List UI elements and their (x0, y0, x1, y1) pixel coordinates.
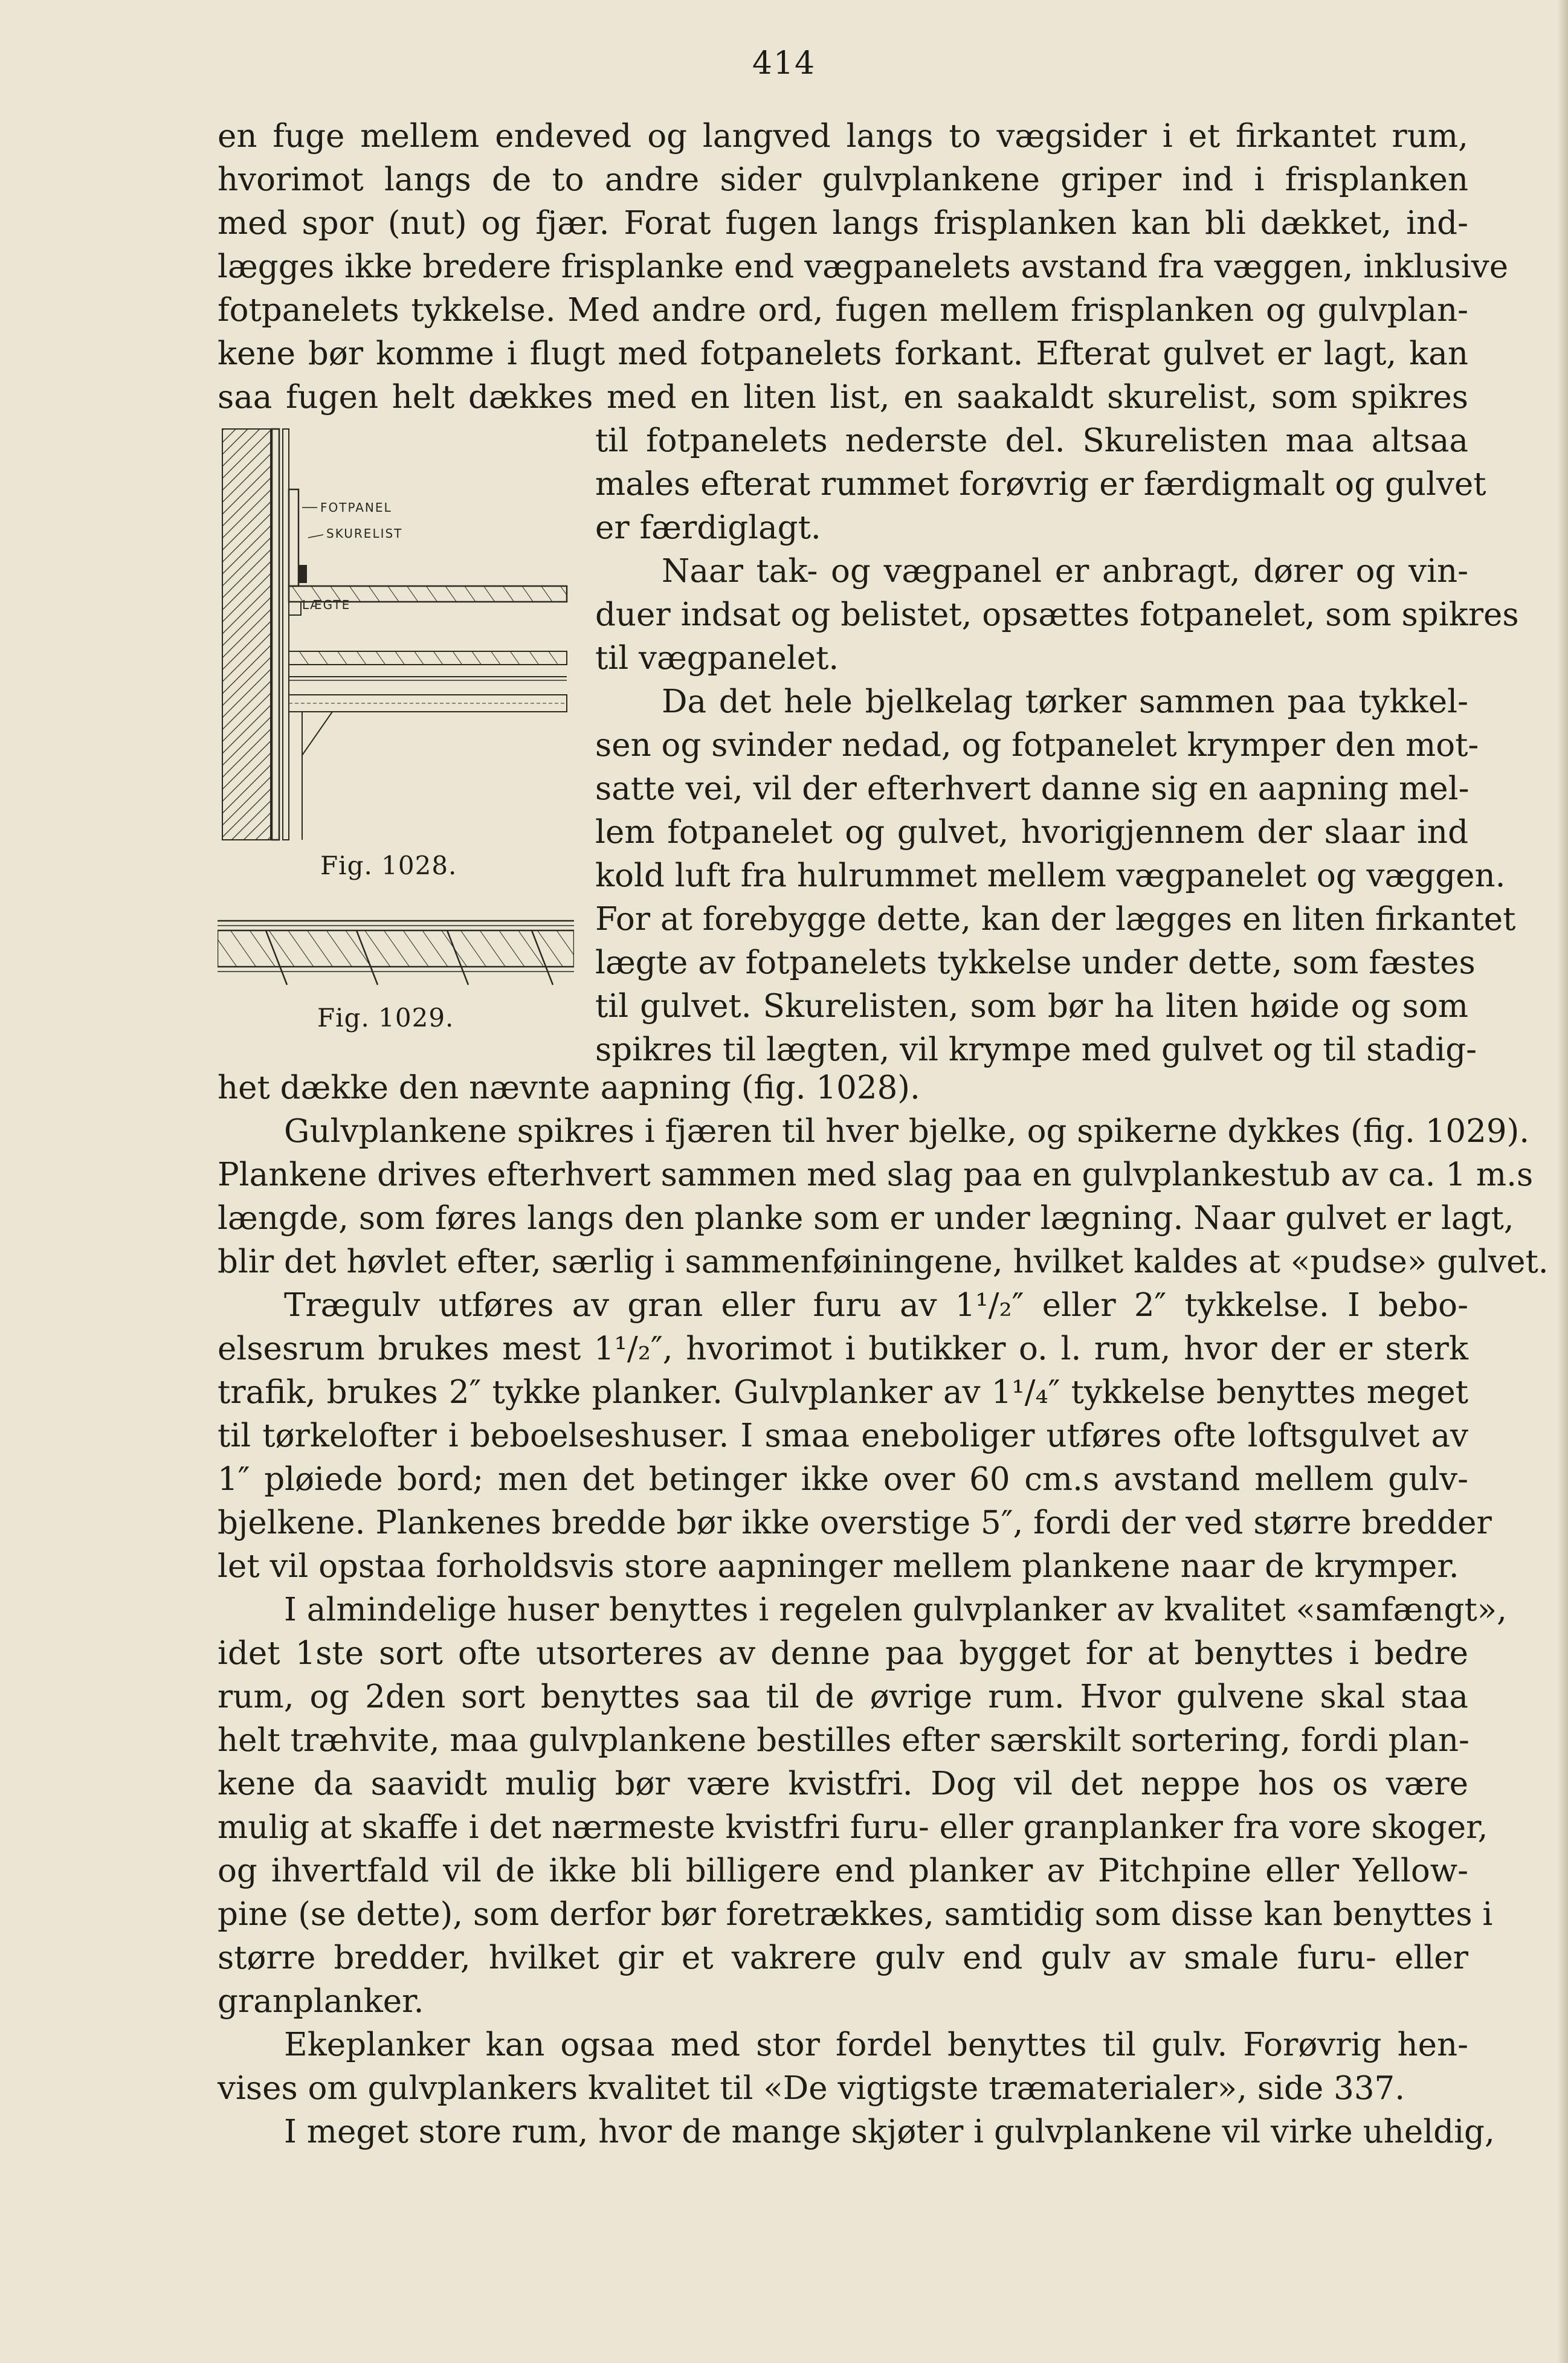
page-edge (1557, 0, 1568, 2363)
text-line: Gulvplankene spikres i fjæren til hver bjelke, og spikerne dykkes (fig. 1029). (284, 1113, 1530, 1150)
text-line: bjelkene. Plankenes bredde bør ikke overstige 5″, fordi der ved større bredder (218, 1504, 1492, 1541)
laegte (289, 602, 301, 615)
page-number: 414 (752, 45, 816, 82)
text-line: Plankene drives efterhvert sammen med slag paa en gulvplankestub av ca. 1 m.s (218, 1156, 1534, 1193)
text-line: hvorimot langs de to andre sider gulvplankene griper ind i frisplanken (218, 161, 1468, 198)
text-line: I meget store rum, hvor de mange skjøter i gulvplankene vil virke uheldig, (284, 2113, 1495, 2150)
text-line: og ihvertfald vil de ikke bli billigere end planker av Pitchpine eller Yellow- (218, 1852, 1468, 1889)
text-line: I almindelige huser benyttes i regelen gulvplanker av kvalitet «samfængt», (284, 1591, 1508, 1628)
text-line: blir det høvlet efter, særlig i sammenføiningene, hvilket kaldes at «pudse» gulvet. (218, 1243, 1549, 1280)
figure-1028-diagram (211, 417, 574, 852)
text-line: elsesrum brukes mest 1¹/₂″, hvorimot i butikker o. l. rum, hvor der er sterk (218, 1330, 1468, 1367)
wall-masonry (222, 429, 271, 840)
text-line: længde, som føres langs den planke som er under lægning. Naar gulvet er lagt, (218, 1200, 1514, 1237)
text-line: større bredder, hvilket gir et vakrere gulv end gulv av smale furu- eller (218, 1939, 1468, 1976)
skurelist (298, 565, 307, 583)
text-line: saa fugen helt dækkes med en liten list, en saakaldt skurelist, som spikres (218, 379, 1468, 416)
text-line: Da det hele bjelkelag tørker sammen paa tykkel- (662, 683, 1468, 720)
text-line: til tørkelofter i beboelseshuser. I smaa eneboliger utføres ofte loftsgulvet av (218, 1417, 1468, 1454)
text-line: Trægulv utføres av gran eller furu av 1¹/₂″ eller 2″ tykkelse. I bebo- (284, 1287, 1468, 1324)
text-line: helt træhvite, maa gulvplankene bestilles efter særskilt sortering, fordi plan- (218, 1722, 1470, 1759)
text-line: Naar tak- og vægpanel er anbragt, dører og vin- (662, 553, 1468, 590)
text-line: duer indsat og belistet, opsættes fotpanelet, som spikres (595, 596, 1519, 633)
wall-panel (272, 429, 279, 840)
fotpanel-board (289, 489, 298, 586)
text-line: lægges ikke bredere frisplanke end vægpanelets avstand fra væggen, inklusive (218, 248, 1509, 285)
text-line: kold luft fra hulrummet mellem vægpanelet og væggen. (595, 857, 1506, 894)
text-line: Ekeplanker kan ogsaa med stor fordel benyttes til gulv. Forøvrig hen- (284, 2026, 1468, 2063)
text-line: til vægpanelet. (595, 640, 839, 677)
text-line: idet 1ste sort ofte utsorteres av denne paa bygget for at benyttes i bedre (218, 1635, 1468, 1672)
text-line: lægte av fotpanelets tykkelse under dette, som fæstes (595, 944, 1476, 981)
text-line: males efterat rummet forøvrig er færdigmalt og gulvet (595, 466, 1486, 503)
text-line: til fotpanelets nederste del. Skurelisten maa altsaa (595, 422, 1468, 459)
text-line: en fuge mellem endeved og langved langs to vægsider i et firkantet rum, (218, 118, 1468, 155)
figure-1028-caption: Fig. 1028. (320, 851, 457, 880)
text-line: mulig at skaffe i det nærmeste kvistfri furu- eller granplanker fra vore skoger, (218, 1809, 1488, 1846)
label-skurelist: SKURELIST (326, 526, 403, 541)
text-line: satte vei, vil der efterhvert danne sig en aapning mel- (595, 770, 1470, 807)
text-line: trafik, brukes 2″ tykke planker. Gulvplanker av 1¹/₄″ tykkelse benyttes meget (218, 1374, 1468, 1411)
label-laegte: LÆGTE (302, 598, 351, 612)
text-line: kene da saavidt mulig bør være kvistfri. Dog vil det neppe hos os være (218, 1765, 1468, 1802)
text-line: sen og svinder nedad, og fotpanelet krymper den mot- (595, 727, 1479, 764)
text-line: vises om gulvplankers kvalitet til «De vigtigste træmaterialer», side 337. (218, 2070, 1405, 2107)
text-line: til gulvet. Skurelisten, som bør ha liten høide og som (595, 988, 1468, 1025)
text-line: pine (se dette), som derfor bør foretrækkes, samtidig som disse kan benyttes i (218, 1896, 1493, 1933)
text-line: For at forebygge dette, kan der lægges en liten firkantet (595, 901, 1516, 938)
text-line: spikres til lægten, vil krympe med gulvet og til stadig- (595, 1031, 1477, 1068)
text-line: 1″ pløiede bord; men det betinger ikke over 60 cm.s avstand mellem gulv- (218, 1461, 1468, 1498)
text-line: rum, og 2den sort benyttes saa til de øvrige rum. Hvor gulvene skal staa (218, 1678, 1468, 1715)
text-line: med spor (nut) og fjær. Forat fugen langs frisplanken kan bli dækket, ind- (218, 205, 1468, 242)
figure-1029-caption: Fig. 1029. (317, 1003, 454, 1033)
text-line: kene bør komme i flugt med fotpanelets forkant. Efterat gulvet er lagt, kan (218, 335, 1468, 372)
text-line: het dække den nævnte aapning (fig. 1028). (218, 1069, 920, 1106)
text-line: lem fotpanelet og gulvet, hvorigjennem der slaar ind (595, 814, 1468, 851)
text-line: fotpanelets tykkelse. Med andre ord, fugen mellem frisplanken og gulvplan- (218, 292, 1468, 329)
text-line: er færdiglagt. (595, 509, 821, 546)
figure-1029-diagram (218, 912, 574, 991)
text-line: let vil opstaa forholdsvis store aapninger mellem plankene naar de krymper. (218, 1548, 1459, 1585)
label-fotpanel: FOTPANEL (320, 500, 392, 515)
text-line: granplanker. (218, 1983, 424, 2020)
